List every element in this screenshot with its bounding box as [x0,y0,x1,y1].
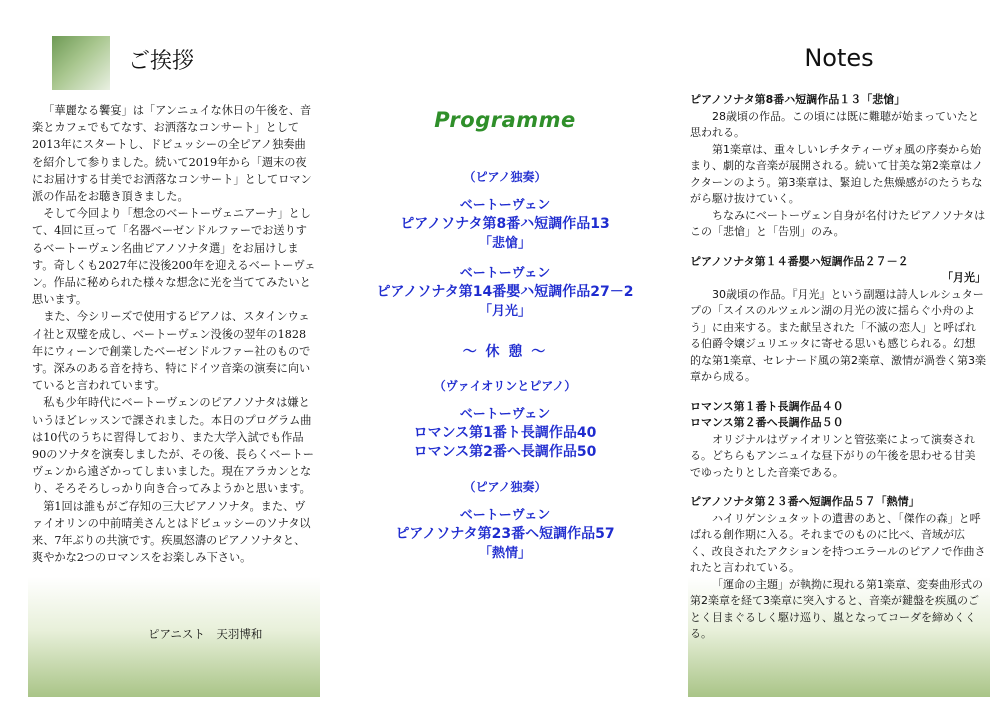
greeting-paragraph: 「華麗なる饗宴」は「アンニュイな休日の午後を、音楽とカフェでもてなす、お洒落なコンサート」として2013年にスタートし、ドビュッシーの全ピアノ独奏曲を紹介して参りました。続いて2019年から「週末の夜にお届けする甘美でお洒落なコンサート」としてロマン派の作品をお聴き頂きました。 [32,104,312,204]
note-heading-subtitle: 「月光」 [942,271,986,284]
note-heading: ピアノソナタ第１４番嬰ハ短調作品２７－２ [690,254,909,268]
note-block [690,254,986,386]
composer-name: ベートーヴェン [459,266,551,281]
note-heading: ロマンス第１番ト長調作品４０ [690,399,844,413]
work-subtitle: 「月光」 [478,304,531,319]
greeting-title: ご挨拶 [128,49,195,74]
notes-title: Notes [804,44,874,72]
greeting-paragraph: そして今回より「想念のベートーヴェニアーナ」として、4回に亘って「名器ベーゼンドルファーでお送りするベートーヴェン名曲ピアノソナタ選」をお届けします。奇しくも2027年に没後200年を迎えるベートーヴェン。作品に秘められた様々な想念に光を当ててみたいと思います。 [32,207,316,307]
note-text: ちなみにベートーヴェン自身が名付けたピアノソナタはこの「悲愴」と「告別」のみ。 [690,208,986,238]
work-title: ピアノソナタ第23番ヘ短調作品57 [395,526,615,542]
work-subtitle: 「熱情」 [478,546,531,561]
greeting-paragraph: 第1回は誰もがご存知の三大ピアノソナタ。また、ヴァイオリンの中前晴美さんとはドビュッシーのソナタ以来、7年ぶりの共演です。疾風怒濤のピアノソナタと、爽やかな2つのロマンスをお楽しみ下さい。 [32,499,311,565]
greeting-body [32,102,316,566]
note-block [690,399,986,482]
notes-body [690,92,986,656]
work-title: ピアノソナタ第8番ハ短調作品13 [400,216,610,232]
greeting-paragraph: 私も少年時代にベートーヴェンのピアノソナタは嫌というほどレッスンで課されました。本日のプログラム曲は10代のうちに習得しており、また大学入試でも作品90のソナタを演奏しましたが、その後、長らくベートーヴェンから遠ざかってしまいました。現在アラカンとなり、そろそろしっかり向き合ってみようかと思います。 [32,396,314,496]
note-heading: ロマンス第２番ヘ長調作品５０ [690,416,844,429]
note-text: ハイリゲンシュタットの遺書のあと、「傑作の森」と呼ばれる創作期に入る。それまでのものに比べ、音域が広く、改良されたアクションを持つエラールのピアノで作曲されたと言われている。 [690,511,986,574]
work-title: ロマンス第1番ト長調作品40 [413,425,597,441]
work-title: ロマンス第2番ヘ長調作品50 [413,444,597,460]
note-block [690,92,986,241]
composer-name: ベートーヴェン [459,508,551,523]
greeting-panel [28,30,320,697]
note-text: 28歳頃の作品。この頃には既に難聴が始まっていたと思われる。 [690,109,979,139]
note-heading: ピアノソナタ第２３番ヘ短調作品５７「熱情」 [690,495,920,508]
section-label-piano-solo: （ピアノ独奏） [463,170,547,184]
composer-name: ベートーヴェン [459,198,551,213]
work-subtitle: 「悲愴」 [478,236,531,251]
programme-panel [330,30,680,697]
decorative-green-square [52,36,110,90]
note-block [690,494,986,643]
section-label-piano-solo: （ピアノ独奏） [463,480,547,494]
note-text: 「運命の主題」が執拗に現れる第1楽章、変奏曲形式の第2楽章を経て3楽章に突入すると、音楽が鍵盤を疾風のごとく目まぐるしく駆け巡り、嵐となってコーダを締めくくる。 [690,577,983,640]
notes-panel [688,30,990,697]
note-text: 30歳頃の作品。『月光』という副題は詩人レルシュタープの「スイスのルツェルン湖の月光の波に揺らぐ小舟のよう」に由来する。また献呈された「不滅の恋人」と呼ばれる伯爵令嬢ジュリエッタに寄せる思いも感じられる。幻想的な第1楽章、セレナード風の第2楽章、激情が渦巻く第3楽章から成る。 [690,287,986,383]
work-title: ピアノソナタ第14番嬰ハ短調作品27－2 [376,284,634,300]
programme-title: Programme [434,108,576,132]
note-heading: ピアノソナタ第8番ハ短調作品１３「悲愴」 [690,93,906,106]
section-label-violin-piano: （ヴァイオリンとピアノ） [433,379,577,393]
pianist-signature: ピアニスト 天羽博和 [148,627,263,641]
note-text: オリジナルはヴァイオリンと管弦楽によって演奏される。どちらもアンニュイな昼下がりの午後を思わせる甘美でゆったりとした音楽である。 [690,432,976,479]
intermission-label: ～ 休 憩 ～ [462,344,548,360]
note-text: 第1楽章は、重々しいレチタティーヴォ風の序奏から始まり、劇的な音楽が展開される。続いて甘美な第2楽章はノクターンのよう。第3楽章は、緊迫した焦燥感がのたうちながら駆け抜けていく。 [690,142,983,205]
programme-list [330,152,680,563]
greeting-paragraph: また、今シリーズで使用するピアノは、スタインウェイ社と双璧を成し、ベートーヴェン没後の翌年の1828年にウィーンで創業したベーゼンドルファー社のものです。深みのある音を持ち、特にドイツ音楽の演奏に向いていると言われています。 [32,310,311,393]
composer-name: ベートーヴェン [459,407,551,422]
